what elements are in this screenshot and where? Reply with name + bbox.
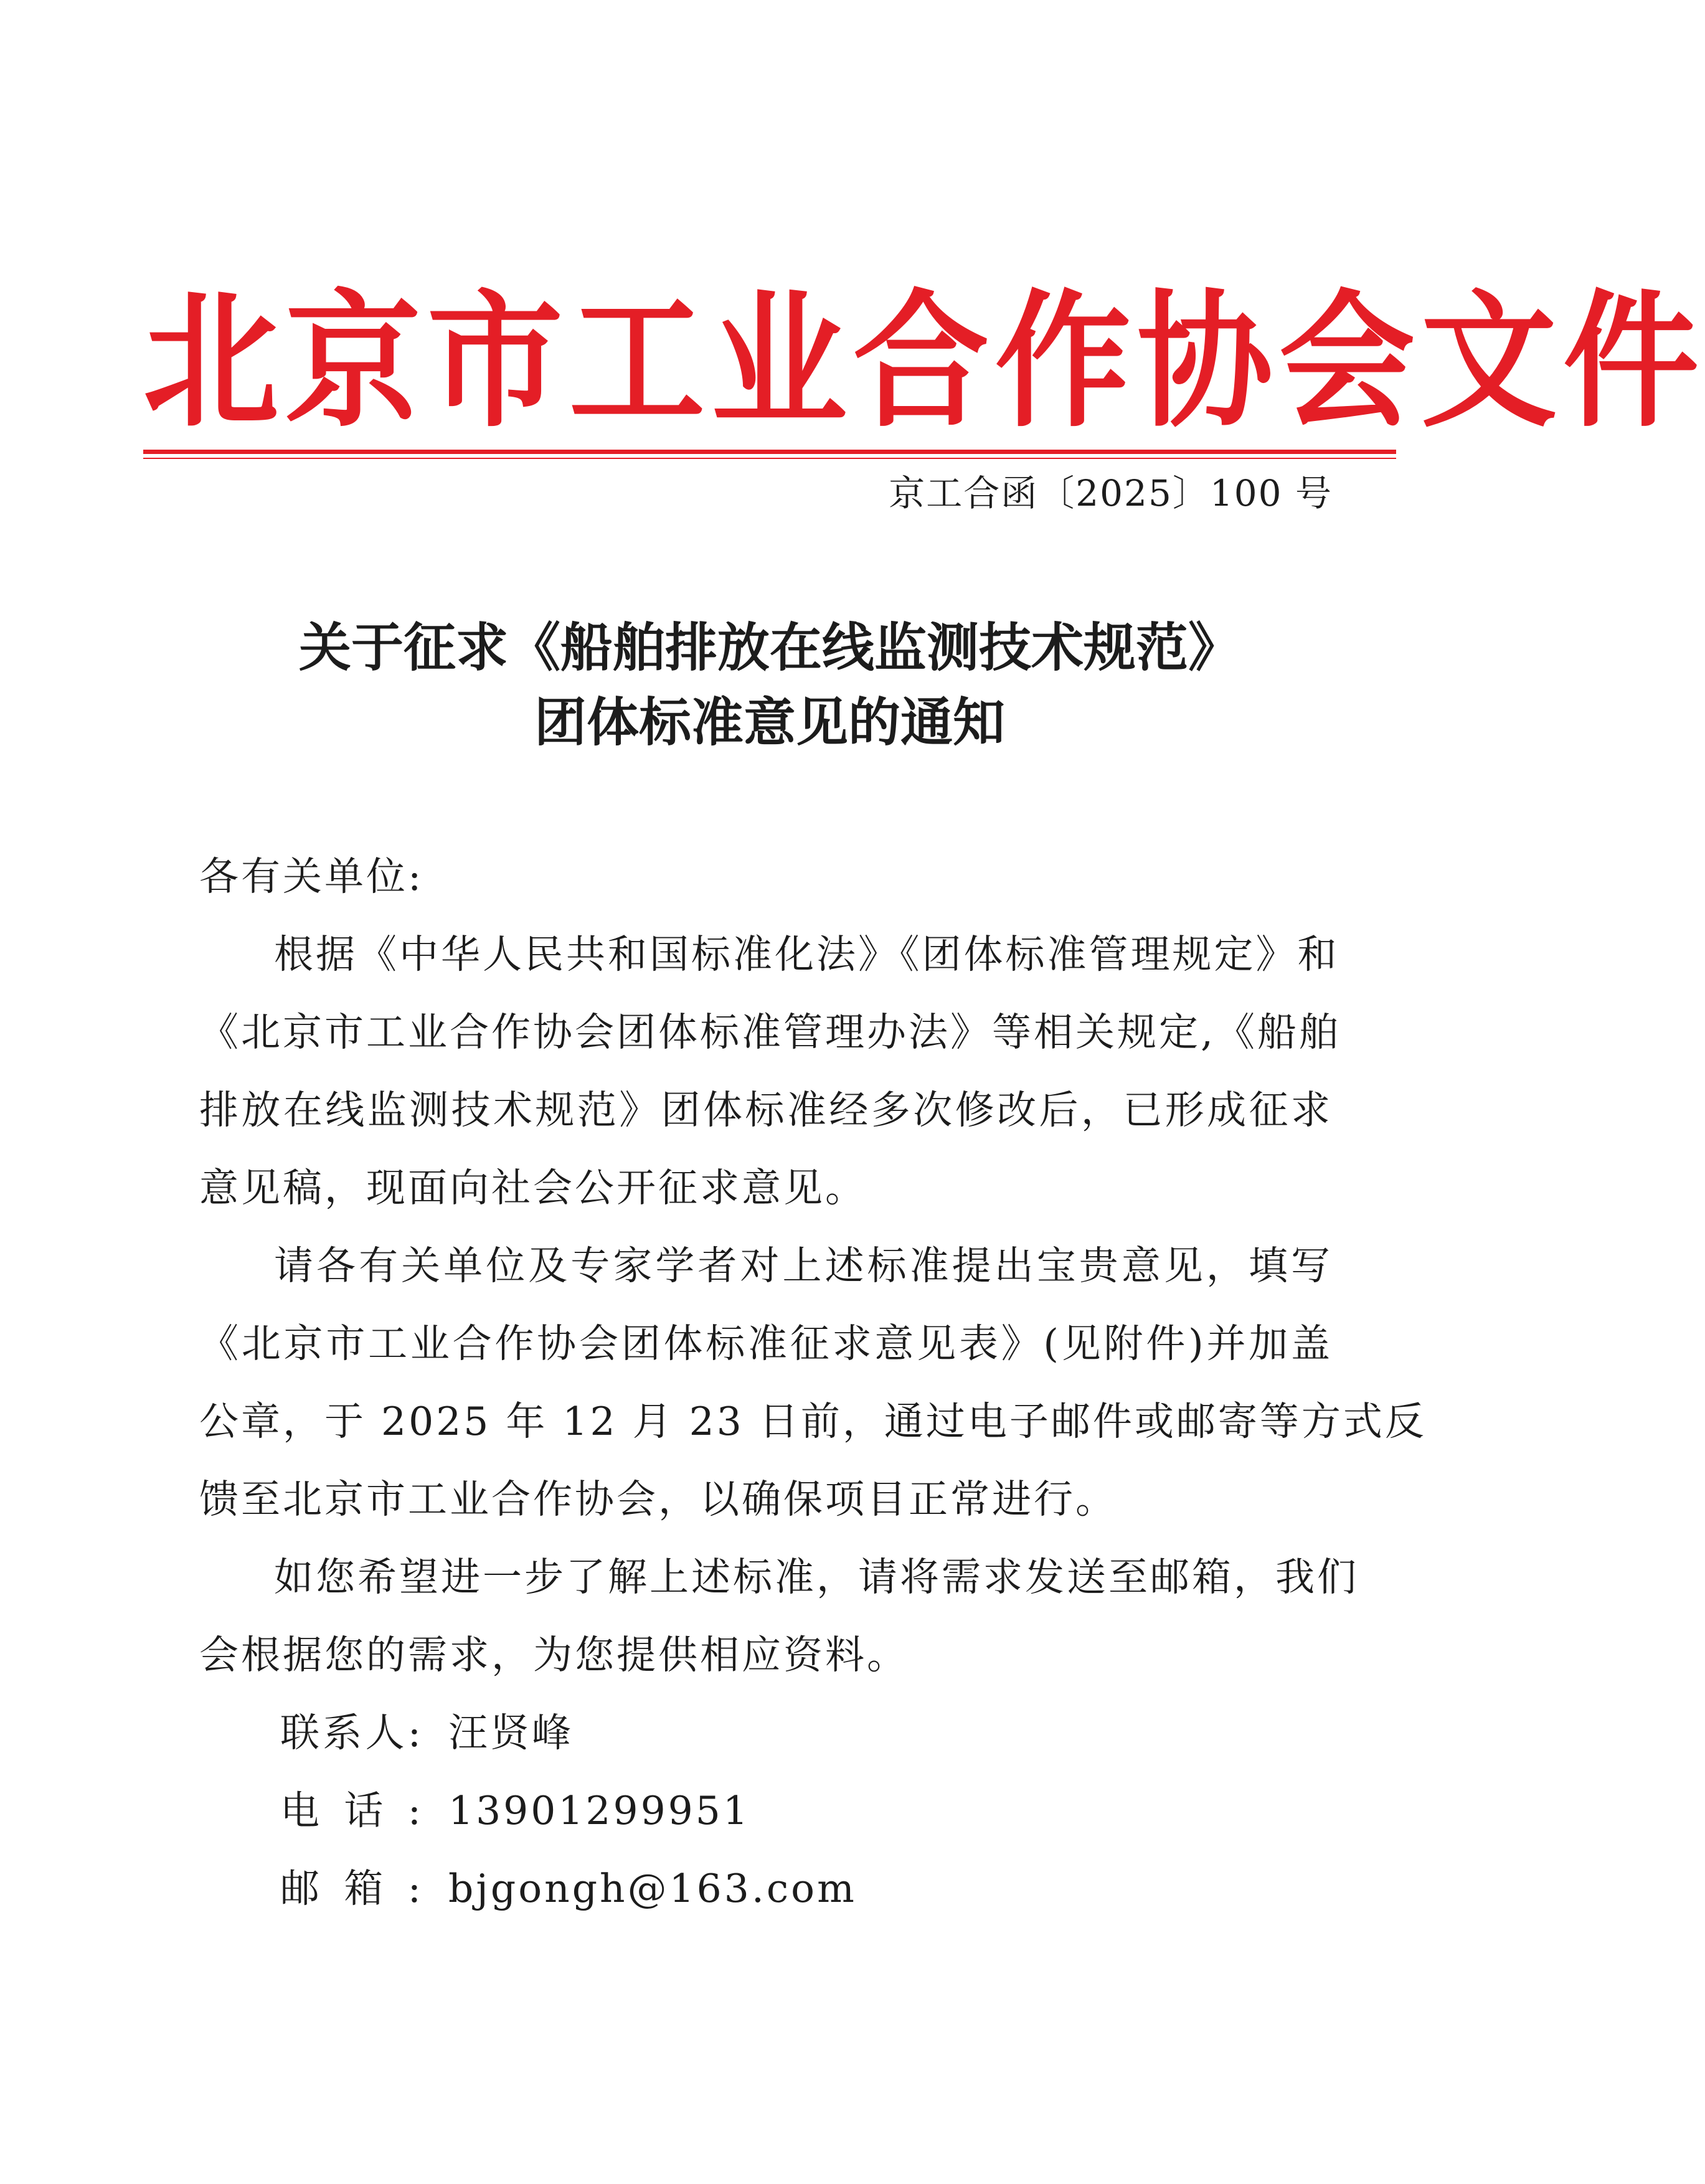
contact-email-address: bjgongh@163.com (448, 1866, 857, 1911)
document-number: 京工合函〔2025〕100 号 (889, 472, 1333, 514)
masthead-rule-thin (143, 458, 1396, 459)
contact-phone-row (280, 1786, 750, 1836)
paragraph-1-line-4: 意见稿，现面向社会公开征求意见。 (199, 1165, 867, 1211)
paragraph-1-line-2: 《北京市工业合作协会团体标准管理办法》等相关规定,《船舶 (199, 1009, 1341, 1055)
paragraph-3-line-2: 会根据您的需求，为您提供相应资料。 (199, 1632, 909, 1678)
paragraph-2-line-2: 《北京市工业合作协会团体标准征求意见表》(见附件)并加盖 (199, 1321, 1333, 1366)
salutation: 各有关单位: (199, 854, 424, 899)
contact-phone-number: 13901299951 (448, 1788, 750, 1833)
contact-person-name: 汪贤峰 (448, 1710, 574, 1756)
contact-person-label: 联系人: (280, 1710, 423, 1756)
contact-email-row (280, 1864, 857, 1914)
contact-phone-label: 电话: (280, 1788, 423, 1833)
masthead-title: 北京市工业合作协会文件 (143, 275, 1705, 448)
contact-email-label: 邮箱: (280, 1866, 423, 1911)
contact-person-row (280, 1708, 574, 1758)
notice-title-line-2: 团体标准意见的通知 (534, 691, 1005, 753)
paragraph-3-line-1: 如您希望进一步了解上述标准，请将需求发送至邮箱，我们 (274, 1554, 1359, 1600)
masthead-rule-thick (143, 450, 1396, 454)
notice-title-line-1: 关于征求《船舶排放在线监测技术规范》 (298, 617, 1240, 678)
paragraph-1-line-1: 根据《中华人民共和国标准化法》《团体标准管理规定》和 (274, 932, 1339, 977)
paragraph-2-line-4: 馈至北京市工业合作协会，以确保项目正常进行。 (199, 1477, 1117, 1522)
paragraph-2-line-3: 公章，于 2025 年 12 月 23 日前，通过电子邮件或邮寄等方式反 (199, 1399, 1427, 1444)
paragraph-1-line-3: 排放在线监测技术规范》团体标准经多次修改后，已形成征求 (199, 1087, 1333, 1133)
paragraph-2-line-1: 请各有关单位及专家学者对上述标准提出宝贵意见，填写 (274, 1243, 1333, 1288)
